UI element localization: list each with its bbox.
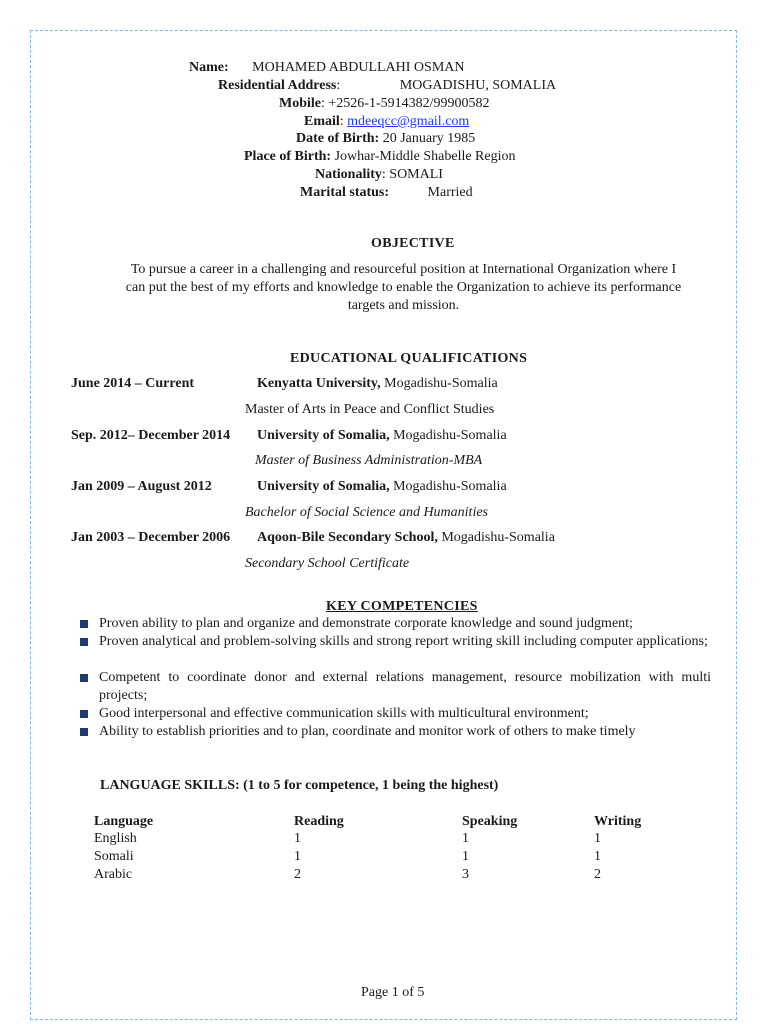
bullet-icon [80, 710, 88, 718]
dob-value: 20 January 1985 [379, 131, 476, 146]
reading-score: 1 [294, 849, 301, 864]
name-value: MOHAMED ABDULLAHI OSMAN [252, 60, 465, 75]
education-dates: Jan 2009 – August 2012 [71, 479, 212, 494]
nationality-label: Nationality [315, 167, 382, 182]
email-label: Email [304, 114, 340, 129]
education-location: Mogadishu-Somalia [389, 428, 507, 443]
mobile-value: : +2526-1-5914382/99900582 [321, 96, 490, 111]
education-degree: Master of Business Administration-MBA [255, 453, 483, 468]
language-name: Arabic [94, 867, 133, 882]
education-institution-row [257, 478, 507, 496]
education-degree: Master of Arts in Peace and Conflict Studies [245, 402, 495, 417]
page-number: Page 1 of 5 [361, 985, 425, 1000]
bullet-icon [80, 638, 88, 646]
email-sep: : [339, 114, 348, 129]
education-dates: June 2014 – Current [71, 376, 195, 391]
marital-row [300, 184, 473, 202]
address-sep: : [336, 78, 341, 93]
competencies-heading: KEY COMPETENCIES [326, 599, 478, 614]
education-degree: Bachelor of Social Science and Humanities [245, 505, 488, 520]
competency-item: Proven ability to plan and organize and demonstrate corporate knowledge and sound judgment; [99, 616, 633, 631]
pob-value: Jowhar-Middle Shabelle Region [331, 149, 516, 164]
speaking-score: 3 [462, 867, 469, 882]
objective-heading: OBJECTIVE [371, 236, 455, 251]
language-name: Somali [94, 849, 134, 864]
education-dates: Sep. 2012– December 2014 [71, 428, 231, 443]
email-link[interactable]: mdeeqcc@gmail.com [347, 114, 470, 129]
mobile-label: Mobile [279, 96, 321, 111]
education-location: Mogadishu-Somalia [380, 376, 498, 391]
name-label: Name: [189, 60, 229, 75]
nationality-value: : SOMALI [381, 167, 443, 182]
speaking-score: 1 [462, 849, 469, 864]
pob-row [244, 148, 516, 166]
education-institution-row [257, 529, 555, 547]
writing-score: 1 [594, 849, 601, 864]
education-institution-row [257, 375, 498, 393]
education-institution: University of Somalia, [257, 428, 390, 443]
objective-line: can put the best of my efforts and knowledge to enable the Organization to achieve its performance [125, 280, 682, 295]
dob-label: Date of Birth: [296, 131, 380, 146]
writing-score: 1 [594, 831, 601, 846]
reading-score: 1 [294, 831, 301, 846]
column-header-language: Language [94, 814, 154, 829]
education-institution: Aqoon-Bile Secondary School, [257, 530, 438, 545]
address-label: Residential Address [218, 78, 337, 93]
address-row [218, 77, 556, 95]
speaking-score: 1 [462, 831, 469, 846]
pob-label: Place of Birth: [244, 149, 332, 164]
education-location: Mogadishu-Somalia [437, 530, 555, 545]
competency-item: Proven analytical and problem-solving skills and strong report writing skill including computer applications; [99, 634, 708, 649]
education-degree: Secondary School Certificate [245, 556, 410, 571]
education-location: Mogadishu-Somalia [389, 479, 507, 494]
nationality-row [315, 166, 443, 184]
language-name: English [94, 831, 137, 846]
bullet-icon [80, 728, 88, 736]
bullet-icon [80, 674, 88, 682]
writing-score: 2 [594, 867, 601, 882]
marital-value: Married [427, 185, 473, 200]
column-header-speaking: Speaking [462, 814, 518, 829]
column-header-reading: Reading [294, 814, 344, 829]
education-institution: Kenyatta University, [257, 376, 381, 391]
name-row [189, 59, 465, 77]
mobile-row [279, 95, 490, 113]
education-dates: Jan 2003 – December 2006 [71, 530, 231, 545]
marital-label: Marital status: [300, 185, 390, 200]
language-heading: LANGUAGE SKILLS: (1 to 5 for competence, 1 being the highest) [100, 778, 499, 793]
bullet-icon [80, 620, 88, 628]
competency-item: Good interpersonal and effective communication skills with multicultural environment; [99, 706, 589, 721]
reading-score: 2 [294, 867, 301, 882]
dob-row [296, 130, 475, 148]
column-header-writing: Writing [594, 814, 642, 829]
competency-item: Ability to establish priorities and to plan, coordinate and monitor work of others to make timely [99, 724, 636, 739]
address-value: MOGADISHU, SOMALIA [399, 78, 557, 93]
education-institution: University of Somalia, [257, 479, 390, 494]
education-institution-row [257, 427, 507, 445]
objective-line: To pursue a career in a challenging and resourceful position at International Organization where I [130, 262, 677, 277]
email-row [304, 113, 469, 131]
objective-line: targets and mission. [347, 298, 460, 313]
education-heading: EDUCATIONAL QUALIFICATIONS [290, 351, 528, 366]
competency-item: Competent to coordinate donor and external relations management, resource mobilization with multi projects; [99, 670, 711, 703]
